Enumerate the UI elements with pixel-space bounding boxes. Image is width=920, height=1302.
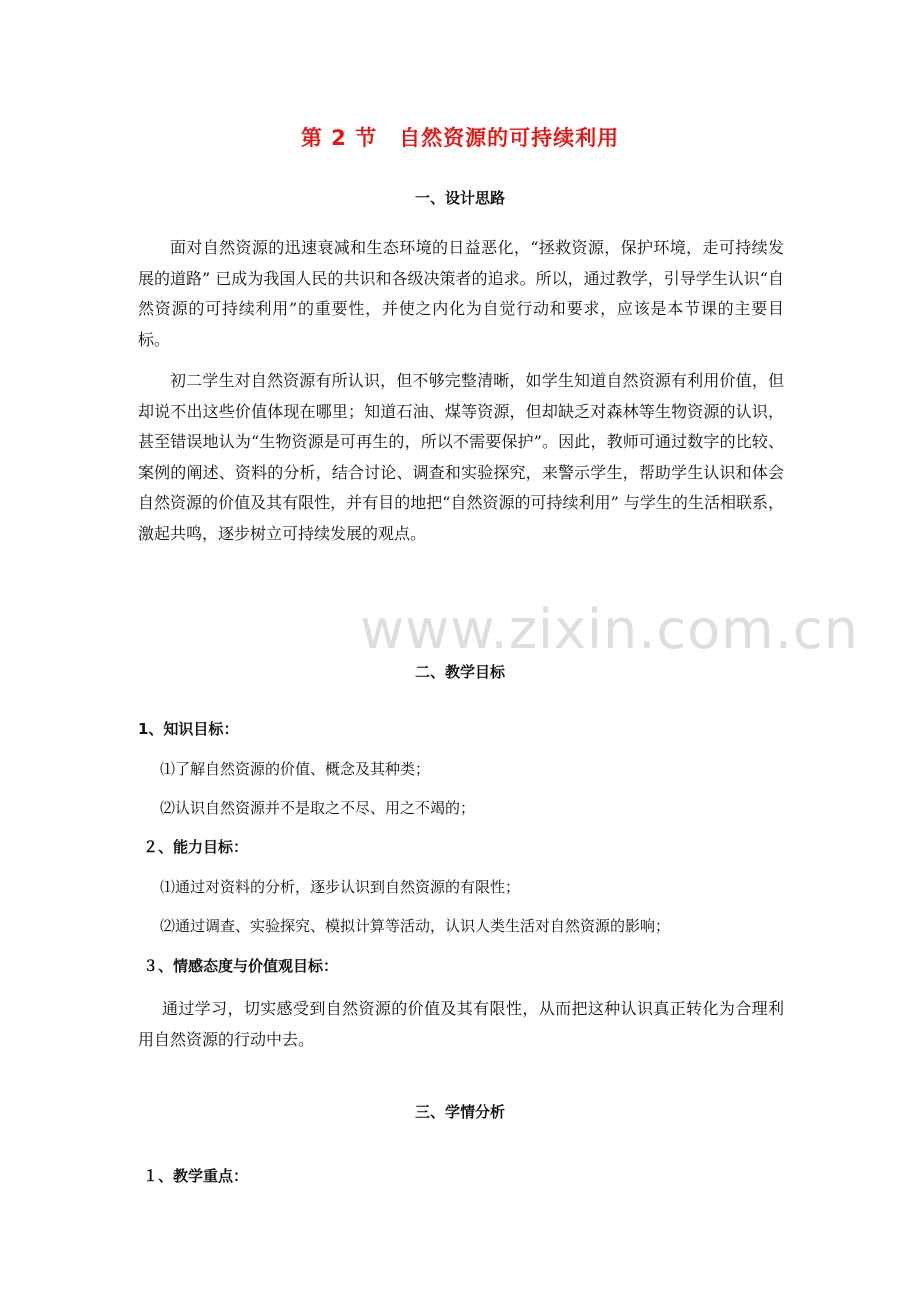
goal-ability-label: ２、能力目标： [143,838,249,856]
section-heading-goals: 二、教学目标 [414,663,505,681]
document-title: 第 2 节 自然资源的可持续利用 [300,126,620,150]
goal-ability-item-2: ⑵通过调查、实验探究、模拟计算等活动，认识人类生活对自然资源的影响； [160,917,671,935]
paragraph-design-2: 初二学生对自然资源有所认识，但不够完整清晰，如学生知道自然资源有利用价值，但却说不出这些价值体现在哪里；知道石油、煤等资源，但却缺乏对森林等生物资源的认识，甚至错误地认为“生物资源是可再生的，所以不需要保护”。因此，教师可通过数字的比较、案例的阐述、资料的分析，结合讨论、调查和实验探究，来警示学生，帮助学生认识和体会自然资源的价值及其有限性，并有目的地把“自然资源的可持续利用” 与学生的生活相联系，激起共鸣，逐步树立可持续发展的观点。 [138,371,784,543]
analysis-key-points-label: １、教学重点： [143,1167,249,1185]
goal-knowledge-label: 1、知识目标： [138,720,239,738]
goal-ability-item-1: ⑴通过对资料的分析，逐步认识到自然资源的有限性； [160,878,521,896]
goal-attitude-label: ３、情感态度与价值观目标： [143,957,339,975]
goal-attitude-paragraph: 通过学习，切实感受到自然资源的价值及其有限性，从而把这种认识真正转化为合理利用自然资源的行动中去。 [138,999,784,1049]
goal-knowledge-item-2: ⑵认识自然资源并不是取之不尽、用之不竭的； [160,799,476,817]
watermark: www.zixin.com.cn [360,598,859,661]
section-heading-analysis: 三、学情分析 [414,1103,505,1121]
goal-knowledge-item-1: ⑴了解自然资源的价值、概念及其种类； [160,760,431,778]
section-heading-design: 一、设计思路 [414,189,505,207]
paragraph-design-1: 面对自然资源的迅速衰减和生态环境的日益恶化，“拯救资源，保护环境，走可持续发展的道路” 已成为我国人民的共识和各级决策者的追求。所以，通过教学，引导学生认识“自然资源的可持续利用”的重要性，并使之内化为自觉行动和要求，应该是本节课的主要目标。 [138,238,784,349]
